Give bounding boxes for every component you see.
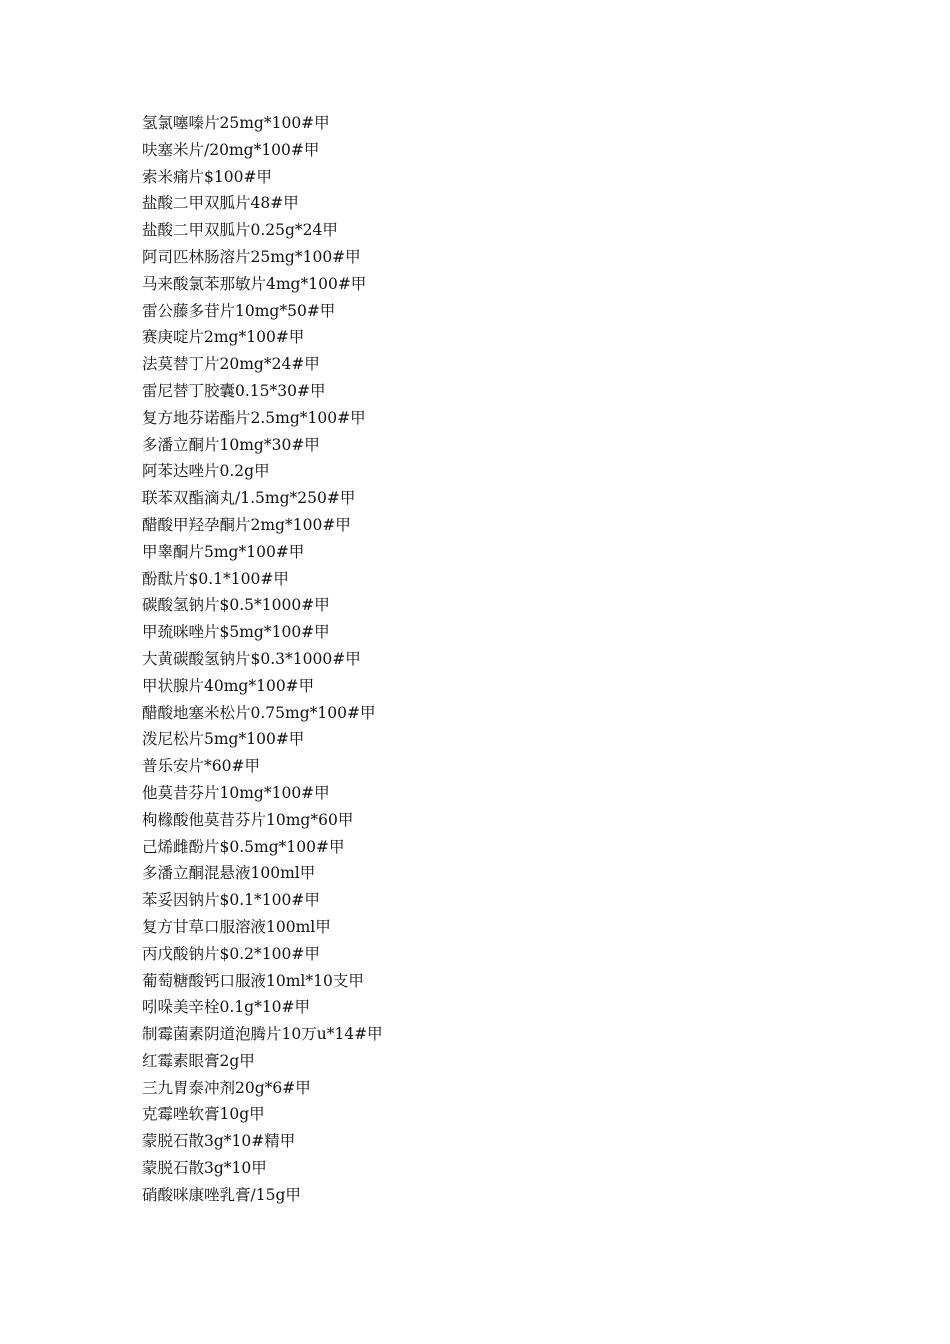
list-item: 甲状腺片40mg*100#甲 xyxy=(142,676,315,695)
list-item: 雷公藤多苷片10mg*50#甲 xyxy=(142,301,336,320)
list-item: 联苯双酯滴丸/1.5mg*250#甲 xyxy=(142,489,356,508)
list-item: 阿司匹林肠溶片25mg*100#甲 xyxy=(142,247,361,266)
list-item: 酚酞片$0.1*100#甲 xyxy=(142,569,289,588)
list-item: 盐酸二甲双胍片0.25g*24甲 xyxy=(142,221,338,240)
list-item: 赛庚啶片2mg*100#甲 xyxy=(142,328,305,347)
list-item: 碳酸氢钠片$0.5*1000#甲 xyxy=(142,596,330,615)
list-item: 多潘立酮混悬液100ml甲 xyxy=(142,864,316,883)
list-item: 制霉菌素阴道泡腾片10万u*14#甲 xyxy=(142,1025,383,1044)
list-item: 马来酸氯苯那敏片4mg*100#甲 xyxy=(142,274,367,293)
list-item: 葡萄糖酸钙口服液10ml*10支甲 xyxy=(142,971,364,990)
list-item: 雷尼替丁胶囊0.15*30#甲 xyxy=(142,381,326,400)
list-item: 红霉素眼膏2g甲 xyxy=(142,1051,255,1070)
list-item: 他莫昔芬片10mg*100#甲 xyxy=(142,783,330,802)
list-item: 索米痛片$100#甲 xyxy=(142,167,272,186)
list-item: 丙戊酸钠片$0.2*100#甲 xyxy=(142,944,320,963)
list-item: 多潘立酮片10mg*30#甲 xyxy=(142,435,320,454)
list-item: 法莫替丁片20mg*24#甲 xyxy=(142,355,320,374)
list-item: 己烯雌酚片$0.5mg*100#甲 xyxy=(142,837,345,856)
list-item: 甲巯咪唑片$5mg*100#甲 xyxy=(142,623,330,642)
list-item: 普乐安片*60#甲 xyxy=(142,757,260,776)
list-item: 克霉唑软膏10g甲 xyxy=(142,1105,265,1124)
list-item: 苯妥因钠片$0.1*100#甲 xyxy=(142,891,320,910)
list-item: 泼尼松片5mg*100#甲 xyxy=(142,730,305,749)
list-item: 硝酸咪康唑乳膏/15g甲 xyxy=(142,1185,301,1204)
list-item: 蒙脱石散3g*10甲 xyxy=(142,1159,267,1178)
list-item: 枸橼酸他莫昔芬片10mg*60甲 xyxy=(142,810,354,829)
list-item: 三九胃泰冲剂20g*6#甲 xyxy=(142,1078,311,1097)
list-item: 复方甘草口服溶液100ml甲 xyxy=(142,917,331,936)
list-item: 呋塞米片/20mg*100#甲 xyxy=(142,140,320,159)
list-item: 阿苯达唑片0.2g甲 xyxy=(142,462,270,481)
list-item: 吲哚美辛栓0.1g*10#甲 xyxy=(142,998,311,1017)
list-item: 醋酸甲羟孕酮片2mg*100#甲 xyxy=(142,515,351,534)
list-item: 复方地芬诺酯片2.5mg*100#甲 xyxy=(142,408,366,427)
list-item: 醋酸地塞米松片0.75mg*100#甲 xyxy=(142,703,376,722)
list-item: 盐酸二甲双胍片48#甲 xyxy=(142,194,299,213)
list-item: 氢氯噻嗪片25mg*100#甲 xyxy=(142,114,330,132)
list-item: 大黄碳酸氢钠片$0.3*1000#甲 xyxy=(142,649,361,668)
list-item: 甲睾酮片5mg*100#甲 xyxy=(142,542,305,561)
drug-list xyxy=(142,110,383,1209)
list-item: 蒙脱石散3g*10#精甲 xyxy=(142,1132,296,1151)
